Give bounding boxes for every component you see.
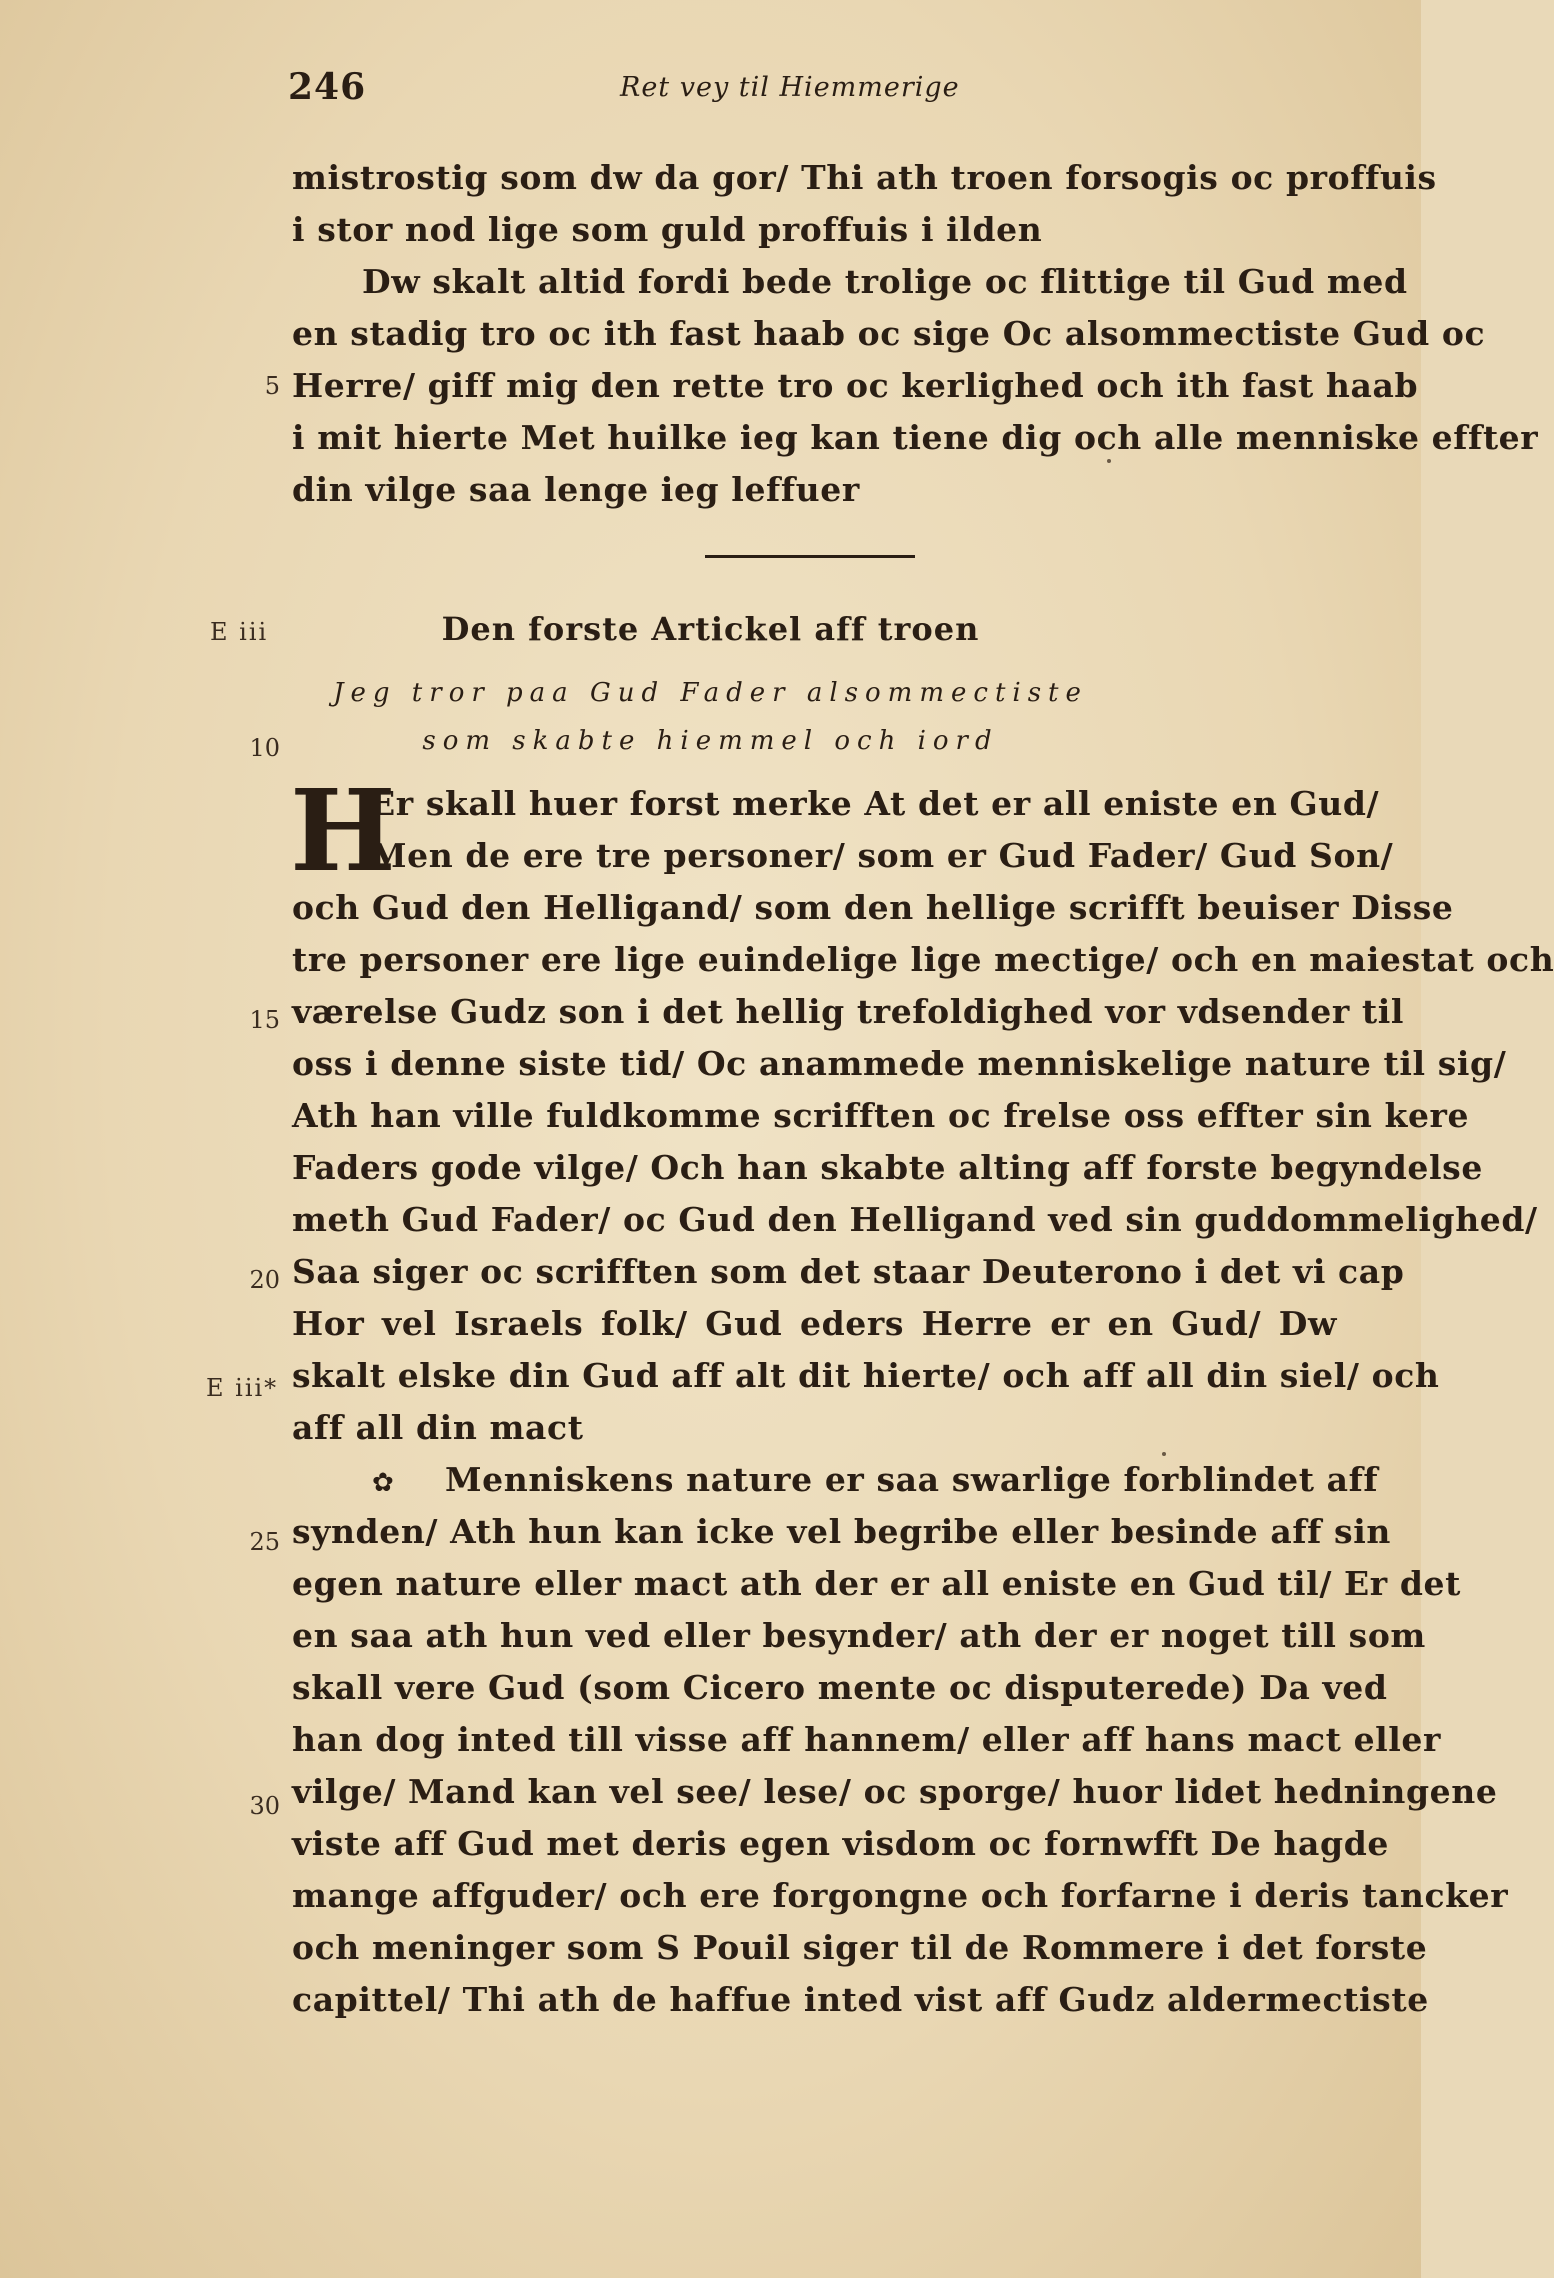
drop-initial: H xyxy=(290,766,396,897)
line-number: 5 xyxy=(264,372,280,400)
signature-mark: E iii xyxy=(210,618,269,646)
section-rule xyxy=(705,555,915,558)
text-line: Faders gode vilge/ Och han skabte alting aff forste begyndelse xyxy=(292,1148,1483,1187)
text-line: mistrostig som dw da gor/ Thi ath troen forsogis oc proffuis xyxy=(292,158,1437,197)
text-line: Menniskens nature er saa swarlige forblindet aff xyxy=(445,1460,1379,1499)
text-line: mange affguder/ och ere forgongne och forfarne i deris tancker xyxy=(292,1876,1509,1915)
text-line: synden/ Ath hun kan icke vel begribe eller besinde aff sin xyxy=(292,1512,1391,1551)
line-number: 10 xyxy=(249,734,280,762)
text-line: Hor vel Israels folk/ Gud eders Herre er en Gud/ Dw xyxy=(292,1304,1337,1343)
text-line: meth Gud Fader/ oc Gud den Helligand ved sin guddommelighed/ xyxy=(292,1200,1538,1239)
text-line: en saa ath hun ved eller besynder/ ath der er noget till som xyxy=(292,1616,1426,1655)
text-line: skall vere Gud (som Cicero mente oc disputerede) Da ved xyxy=(292,1668,1388,1707)
text-line: værelse Gudz son i det hellig trefoldighed vor vdsender til xyxy=(292,992,1405,1031)
text-line: egen nature eller mact ath der er all eniste en Gud til/ Er det xyxy=(292,1564,1462,1603)
text-line: i mit hierte Met huilke ieg kan tiene dig och alle menniske effter xyxy=(292,418,1539,457)
text-line: Dw skalt altid fordi bede trolige oc flittige til Gud med xyxy=(362,262,1408,301)
line-number: 25 xyxy=(249,1528,280,1556)
text-line: och meninger som S Pouil siger til de Rommere i det forste xyxy=(292,1928,1428,1967)
text-line: skalt elske din Gud aff alt dit hierte/ och aff all din siel/ och xyxy=(292,1356,1440,1395)
text-line: Er skall huer forst merke At det er all eniste en Gud/ xyxy=(370,784,1380,823)
section-subheading: Jeg tror paa Gud Fader alsommectiste xyxy=(333,678,1088,708)
line-number: 20 xyxy=(249,1266,280,1294)
text-line: och Gud den Helligand/ som den hellige scrifft beuiser Disse xyxy=(292,888,1454,927)
paper-speck xyxy=(1162,1452,1166,1456)
paragraph-ornament: ✿ xyxy=(372,1468,394,1498)
text-line: viste aff Gud met deris egen visdom oc fornwfft De hagde xyxy=(292,1824,1389,1863)
page-header xyxy=(0,66,1421,116)
signature-mark: E iii* xyxy=(206,1374,279,1402)
text-line: din vilge saa lenge ieg leffuer xyxy=(292,470,860,509)
line-number: 15 xyxy=(249,1006,280,1034)
paper-speck xyxy=(1107,459,1111,463)
text-line: aff all din mact xyxy=(292,1408,584,1447)
running-head: Ret vey til Hiemmerige xyxy=(620,72,960,103)
text-line: Men de ere tre personer/ som er Gud Fader/ Gud Son/ xyxy=(370,836,1394,875)
text-line: tre personer ere lige euindelige lige mectige/ och en maiestat och xyxy=(292,940,1554,979)
text-line: Ath han ville fuldkomme scrifften oc frelse oss effter sin kere xyxy=(292,1096,1470,1135)
text-line: vilge/ Mand kan vel see/ lese/ oc sporge/ huor lidet hedningene xyxy=(292,1772,1498,1811)
text-line: Herre/ giff mig den rette tro oc kerlighed och ith fast haab xyxy=(292,366,1419,405)
line-number: 30 xyxy=(249,1792,280,1820)
text-line: capittel/ Thi ath de haffue inted vist aff Gudz aldermectiste xyxy=(292,1980,1429,2019)
text-line: i stor nod lige som guld proffuis i ilden xyxy=(292,210,1043,249)
page-number: 246 xyxy=(288,66,367,108)
text-line: oss i denne siste tid/ Oc anammede menniskelige nature til sig/ xyxy=(292,1044,1507,1083)
text-line: Saa siger oc scrifften som det staar Deuterono i det vi cap xyxy=(292,1252,1405,1291)
text-line: en stadig tro oc ith fast haab oc sige Oc alsommectiste Gud oc xyxy=(292,314,1486,353)
section-subheading: som skabte hiemmel och iord xyxy=(422,726,999,756)
section-heading: Den forste Artickel aff troen xyxy=(441,610,980,648)
text-line: han dog inted till visse aff hannem/ eller aff hans mact eller xyxy=(292,1720,1442,1759)
